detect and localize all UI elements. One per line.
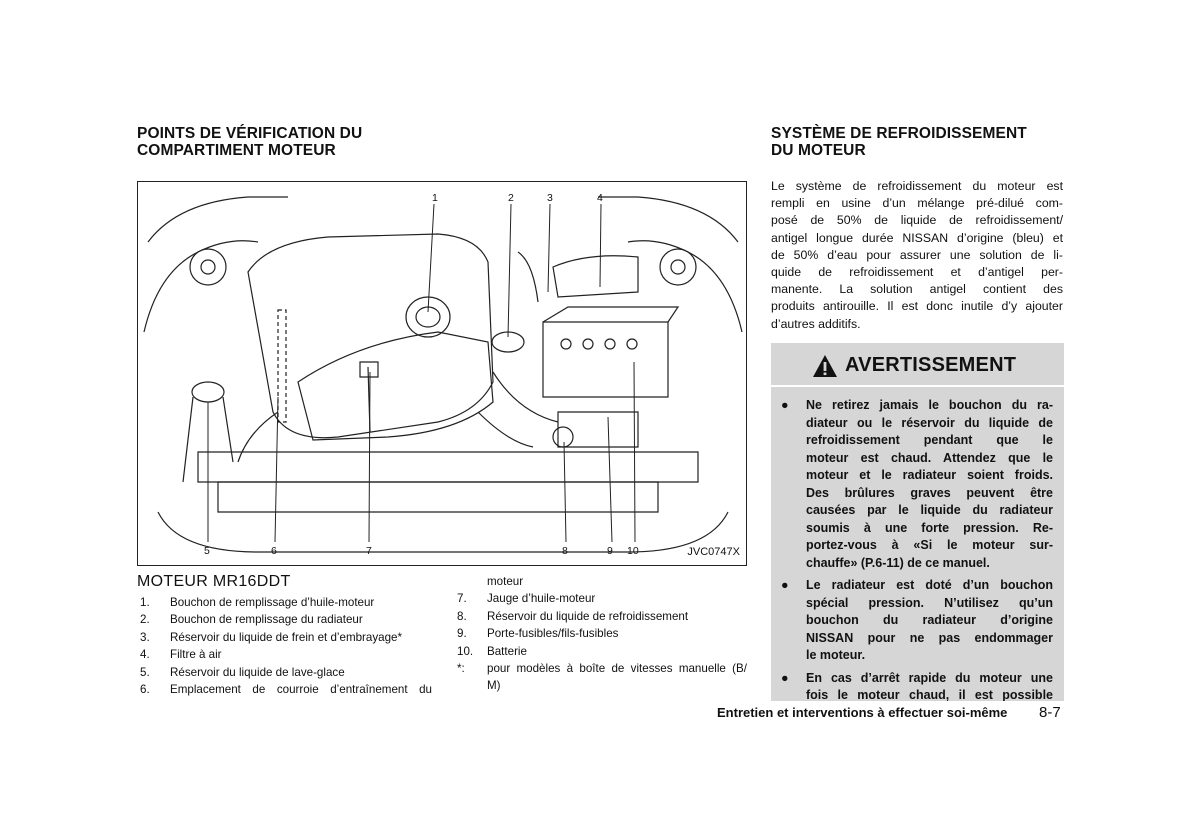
warning-line: Le radiateur est doté d’un bouchon xyxy=(806,578,1053,592)
callout-label: 3 xyxy=(547,192,553,204)
item-text: Réservoir du liquide de lave-glace xyxy=(170,665,345,679)
footnote-continuation xyxy=(457,677,747,694)
heading-line: POINTS DE VÉRIFICATION DU xyxy=(137,125,363,142)
item-text: Porte-fusibles/fils-fusibles xyxy=(487,627,619,641)
list-item xyxy=(140,681,432,698)
warning-line: portez-vous à «Si le moteur sur- xyxy=(806,538,1053,552)
item-number: 1. xyxy=(140,596,150,609)
paragraph-line: manente. La solution antigel contient des xyxy=(771,282,1063,297)
footer-chapter-title: Entretien et interventions à effectuer soi-même xyxy=(717,705,1008,720)
warning-triangle-icon xyxy=(812,354,838,378)
warning-list xyxy=(779,397,1053,701)
paragraph-line: produits antirouille. Il est donc inutile d’y ajouter xyxy=(771,299,1063,314)
section-heading-engine-compartment xyxy=(137,125,362,159)
warning-item xyxy=(779,397,1053,572)
list-item xyxy=(140,646,432,663)
warning-line: Des brûlures graves peuvent être xyxy=(806,485,1053,500)
warning-item xyxy=(779,577,1053,665)
footnote xyxy=(457,660,747,677)
item-number: 10. xyxy=(457,644,474,658)
heading-line: DU MOTEUR xyxy=(771,142,866,159)
warning-line: moteur est chaud. Attendez que le xyxy=(806,450,1053,465)
component-list-left xyxy=(140,594,432,698)
item-text: Emplacement de courroie d’entraînement du xyxy=(170,683,432,697)
warning-box xyxy=(771,343,1064,701)
item-text: Filtre à air xyxy=(170,648,222,662)
list-item xyxy=(457,590,747,607)
callout-label: 2 xyxy=(508,192,514,204)
warning-line: NISSAN pour ne pas endommager xyxy=(806,630,1053,645)
engine-title: MOTEUR MR16DDT xyxy=(137,573,291,590)
callout-label: 5 xyxy=(204,545,210,557)
list-item xyxy=(457,625,747,642)
warning-line: le moteur. xyxy=(806,648,866,662)
paragraph-line: d’autres additifs. xyxy=(771,316,861,331)
item-text: Bouchon de remplissage d’huile-moteur xyxy=(170,596,375,609)
warning-line: Ne retirez jamais le bouchon du ra- xyxy=(806,398,1053,412)
bullet-icon: ● xyxy=(781,670,789,685)
list-item xyxy=(140,611,432,628)
warning-title: AVERTISSEMENT xyxy=(845,354,1017,376)
warning-line: moteur et le radiateur soient froids. xyxy=(806,468,1053,482)
warning-line: diateur ou le réservoir du liquide de xyxy=(806,415,1053,430)
section-heading-cooling-system xyxy=(771,125,1027,159)
paragraph-line: antigel longue durée NISSAN d’origine (bleu) et xyxy=(771,230,1063,245)
callout-label: 8 xyxy=(562,545,568,557)
warning-line: soumis à une forte pression. Re- xyxy=(806,520,1053,535)
list-item xyxy=(140,664,432,681)
paragraph-line: de 50% d’eau pour assurer une solution de li- xyxy=(771,247,1063,262)
callout-label: 9 xyxy=(607,545,613,557)
paragraph-line: posé de 50% de liquide de refroidissement/ xyxy=(771,213,1063,228)
page-number: 8-7 xyxy=(1039,704,1061,721)
bullet-icon: ● xyxy=(781,398,789,412)
engine-line-drawing xyxy=(138,182,747,566)
warning-line: spécial pression. N’utilisez qu’un xyxy=(806,595,1053,610)
item-number: 4. xyxy=(140,648,150,662)
callout-label: 10 xyxy=(627,545,639,557)
callout-label: 6 xyxy=(271,545,277,557)
figure-code: JVC0747X xyxy=(687,546,740,558)
bullet-icon: ● xyxy=(781,578,789,592)
warning-line: fois le moteur chaud, il est possible xyxy=(806,688,1053,701)
item-number: 9. xyxy=(457,627,467,641)
item-text: Bouchon de remplissage du radiateur xyxy=(170,613,363,627)
component-list-right xyxy=(457,573,747,695)
warning-line: chauffe» (P.6-11) de ce manuel. xyxy=(806,555,990,570)
item-text: Jauge d’huile-moteur xyxy=(487,592,596,606)
item-number: 5. xyxy=(140,665,150,679)
list-item xyxy=(140,594,432,611)
item-text: Batterie xyxy=(487,644,527,658)
list-item xyxy=(457,643,747,660)
warning-line: causées par le liquide du radiateur xyxy=(806,503,1053,517)
list-item xyxy=(457,608,747,625)
paragraph-line: Le système de refroidissement du moteur est xyxy=(771,179,1063,193)
warning-item xyxy=(779,670,1053,702)
item-number: 2. xyxy=(140,613,150,627)
item-number: 3. xyxy=(140,630,150,644)
warning-header xyxy=(771,343,1064,387)
item-text: Réservoir du liquide de refroidissement xyxy=(487,609,689,623)
list-item xyxy=(140,629,432,646)
paragraph-line: quide de refroidissement et d’antigel per- xyxy=(771,265,1063,280)
cooling-system-paragraph xyxy=(771,178,1063,333)
footnote-text: M) xyxy=(487,679,501,693)
footnote-text: pour modèles à boîte de vitesses manuelle (B/ xyxy=(487,662,747,676)
list-item-continuation xyxy=(457,573,747,590)
item-text: moteur xyxy=(487,575,524,588)
callout-label: 1 xyxy=(432,192,438,204)
engine-compartment-illustration xyxy=(137,181,747,566)
paragraph-line: rempli en usine d’un mélange pré-dilué com- xyxy=(771,196,1063,211)
warning-line: refroidissement pendant que le xyxy=(806,433,1053,447)
heading-line: SYSTÈME DE REFROIDISSEMENT xyxy=(771,125,1027,142)
item-text: Réservoir du liquide de frein et d’embrayage* xyxy=(170,630,403,644)
item-number: 8. xyxy=(457,609,467,623)
item-number: 7. xyxy=(457,592,467,606)
callout-label: 7 xyxy=(366,545,372,557)
item-number: 6. xyxy=(140,683,150,697)
warning-line: En cas d’arrêt rapide du moteur une xyxy=(806,670,1053,685)
callout-label: 4 xyxy=(597,192,603,204)
footnote-marker: *: xyxy=(457,662,465,676)
heading-line: COMPARTIMENT MOTEUR xyxy=(137,142,336,159)
warning-line: bouchon du radiateur d’origine xyxy=(806,613,1053,627)
